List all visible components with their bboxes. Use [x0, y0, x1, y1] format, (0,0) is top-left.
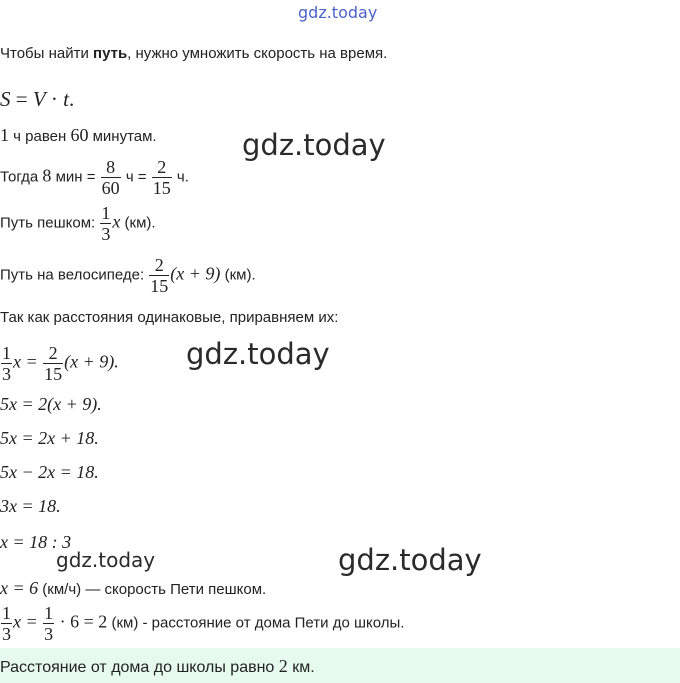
fraction-8-60: $\frac{8}{60}$: [101, 157, 120, 198]
speed-result-line: x = 6 (км/ч) — скорость Пети пешком.: [0, 578, 267, 598]
walk-distance-line: Путь пешком: $\frac{1}{3}$ x (км).: [0, 203, 156, 244]
distance-result-line: $\frac{1}{3}$ x = $\frac{1}{3}$ · 6 = 2 (км) - расстояние от дома Пети до школы.: [2, 603, 405, 644]
equation-2: 5x = 2(x + 9).: [0, 394, 102, 414]
watermark: gdz.today: [186, 337, 330, 371]
equation-3: 5x = 2x + 18.: [0, 428, 99, 448]
watermark: gdz.today: [338, 543, 482, 577]
fraction-1-3: $\frac{1}{3}$: [44, 603, 54, 644]
watermark: gdz.today: [242, 128, 386, 162]
fraction-1-3: $\frac{1}{3}$: [101, 203, 111, 244]
equal-distances-text: Так как расстояния одинаковые, приравняем их:: [0, 309, 339, 326]
fraction-2-15: $\frac{2}{15}$: [44, 343, 63, 384]
time-conversion-line: Тогда 8 мин = $\frac{8}{60}$ ч = $\frac{2}{15}$ ч.: [0, 157, 189, 198]
intro-bold: путь: [93, 45, 128, 62]
equation-6: x = 18 : 3: [0, 532, 72, 552]
intro-text: Чтобы найти путь, нужно умножить скорость на время.: [0, 45, 388, 62]
fraction-2-15: $\frac{2}{15}$: [152, 157, 171, 198]
fraction-1-3: $\frac{1}{3}$: [2, 603, 11, 644]
formula-s-vt: S = V · t.: [0, 87, 75, 111]
header-watermark: gdz.today: [298, 3, 378, 22]
hour-minutes-line: 1 ч равен 60 минутам.: [0, 125, 157, 145]
bike-distance-line: Путь на велосипеде: $\frac{2}{15}$ (x + 9) (км).: [0, 255, 256, 296]
equation-4: 5x − 2x = 18.: [0, 462, 99, 482]
equation-1: $\frac{1}{3}$ x = $\frac{2}{15}$ (x + 9).: [2, 343, 119, 384]
answer-box: [0, 648, 680, 683]
watermark: gdz.today: [56, 548, 156, 572]
fraction-1-3: $\frac{1}{3}$: [2, 343, 11, 384]
fraction-2-15: $\frac{2}{15}$: [150, 255, 169, 296]
answer-text: Расстояние от дома до школы равно 2 км.: [0, 656, 315, 676]
equation-5: 3x = 18.: [0, 496, 61, 516]
